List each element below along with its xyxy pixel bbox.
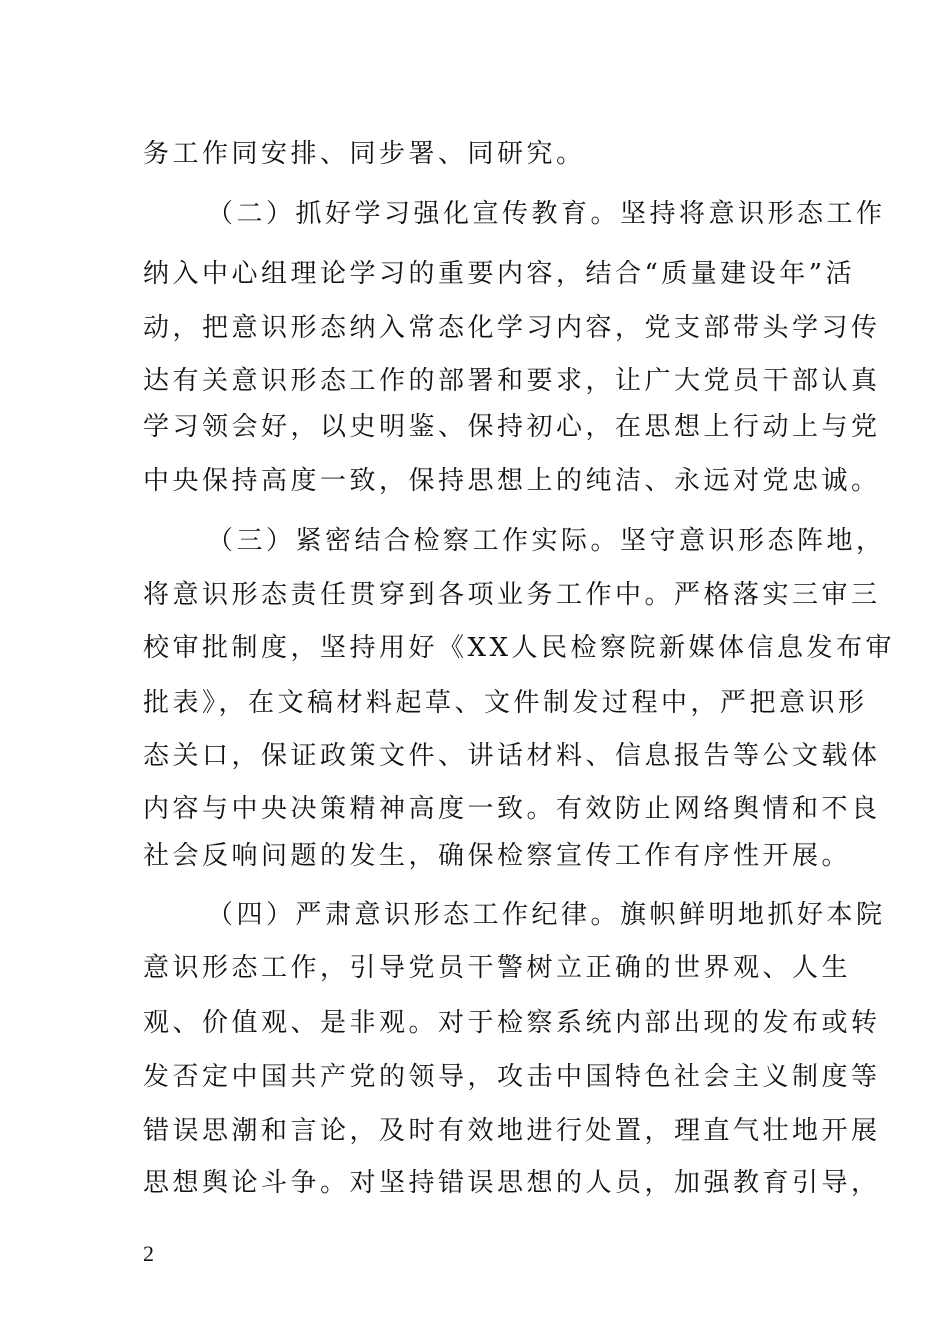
section-heading-line: （四）严肃意识形态工作纪律。旗帜鲜明地抓好本院 [207,900,886,930]
text-line: 观、价值观、是非观。对于检察系统内部出现的发布或转 [143,1008,881,1038]
text-line: 将意识形态责任贯穿到各项业务工作中。严格落实三审三 [143,580,881,610]
text-line: 务工作同安排、同步署、同研究。 [143,139,586,169]
section-heading-line: （二）抓好学习强化宣传教育。坚持将意识形态工作 [207,199,886,229]
text-line: 内容与中央决策精神高度一致。有效防止网络舆情和不良 [143,794,881,824]
text-line: 学习领会好，以史明鉴、保持初心，在思想上行动上与党 [143,412,881,442]
section-heading-line: （三）紧密结合检察工作实际。坚守意识形态阵地， [207,526,886,556]
text-line: 动，把意识形态纳入常态化学习内容，党支部带头学习传 [143,313,881,343]
text-line: 中央保持高度一致，保持思想上的纯洁、永远对党忠诚。 [143,466,881,496]
page-number: 2 [143,1241,154,1266]
text-line: 纳入中心组理论学习的重要内容，结合“质量建设年”活 [143,259,856,289]
text-line: 态关口，保证政策文件、讲话材料、信息报告等公文载体 [143,741,881,771]
text-line: 校审批制度，坚持用好《XX人民检察院新媒体信息发布审 [143,633,896,663]
text-line: 发否定中国共产党的领导，攻击中国特色社会主义制度等 [143,1062,881,1092]
text-line: 批表》，在文稿材料起草、文件制发过程中，严把意识形 [143,688,868,718]
text-line: 社会反响问题的发生，确保检察宣传工作有序性开展。 [143,841,852,871]
text-line: 达有关意识形态工作的部署和要求，让广大党员干部认真 [143,366,881,396]
text-line: 思想舆论斗争。对坚持错误思想的人员，加强教育引导， [143,1168,881,1198]
text-line: 意识形态工作，引导党员干警树立正确的世界观、人生 [143,953,852,983]
text-line: 错误思潮和言论，及时有效地进行处置，理直气壮地开展 [143,1116,881,1146]
